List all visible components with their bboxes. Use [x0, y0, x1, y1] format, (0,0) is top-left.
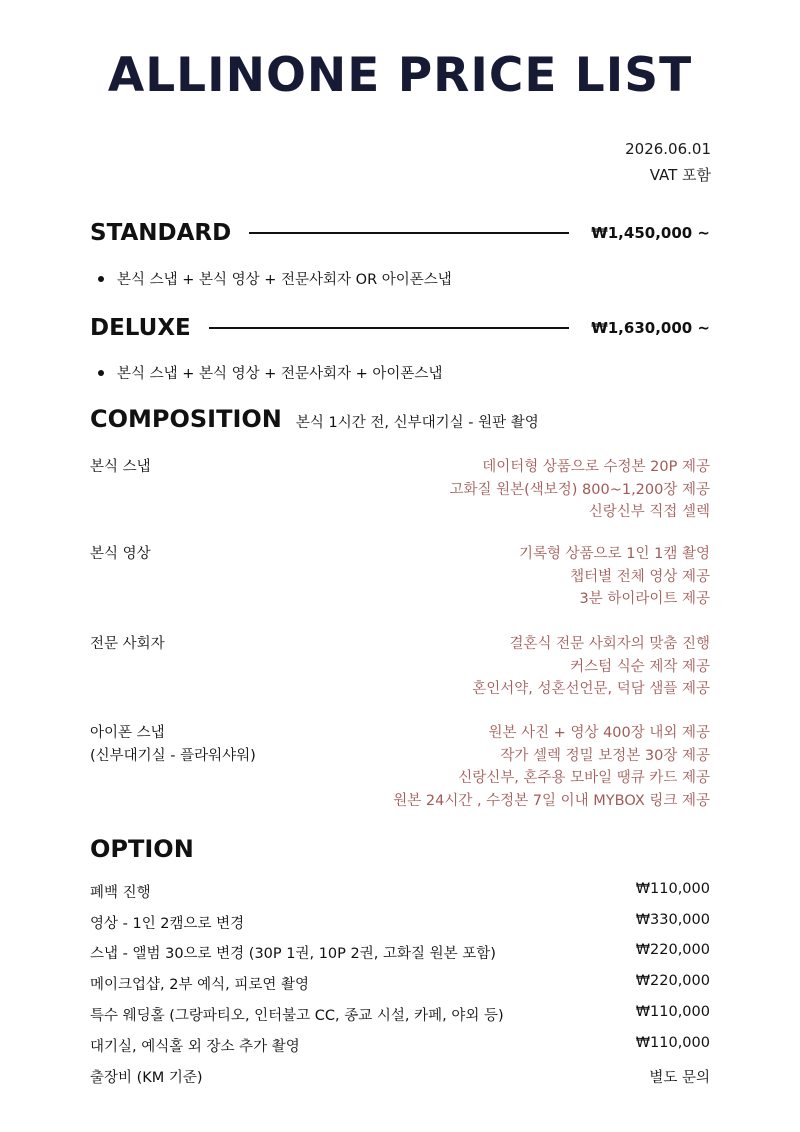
option-price: 별도 문의	[649, 1070, 710, 1086]
option-row	[90, 912, 710, 933]
bullet-icon	[98, 370, 104, 376]
plan-price: ₩1,630,000 ~	[591, 319, 710, 337]
section-title: COMPOSITION	[90, 405, 282, 433]
plan-name: STANDARD	[90, 220, 232, 246]
plan-deluxe	[90, 313, 710, 343]
divider-line	[209, 327, 569, 329]
composition-header	[90, 405, 539, 433]
bullet-text: 본식 스냅 + 본식 영상 + 전문사회자 + 아이폰스냅	[117, 366, 443, 382]
option-price: ₩110,000	[635, 1035, 710, 1051]
option-name: 특수 웨딩홀 (그랑파티오, 인터불고 CC, 종교 시설, 카페, 야외 등)	[90, 1008, 504, 1024]
vat-note: VAT 포함	[649, 166, 711, 184]
composition-label: 전문 사회자	[90, 636, 165, 652]
plan-standard-bullet	[98, 268, 452, 289]
divider-line	[249, 232, 569, 234]
composition-label: 본식 영상	[90, 546, 151, 562]
composition-desc: 데이터형 상품으로 수정본 20P 제공 고화질 원본(색보정) 800~1,200장 제공 신랑신부 직접 셀렉	[449, 459, 710, 520]
option-name: 폐백 진행	[90, 885, 151, 901]
option-header	[90, 835, 194, 863]
page-title: ALLINONE PRICE LIST	[107, 48, 693, 103]
option-row	[90, 973, 710, 994]
section-title: OPTION	[90, 835, 194, 863]
option-name: 출장비 (KM 기준)	[90, 1070, 203, 1086]
option-price: ₩110,000	[635, 881, 710, 897]
option-price: ₩110,000	[635, 1004, 710, 1020]
plan-standard	[90, 218, 710, 248]
plan-deluxe-bullet	[98, 362, 442, 383]
composition-label: 아이폰 스냅 (신부대기실 - 플라워샤워)	[90, 725, 256, 764]
composition-label: 본식 스냅	[90, 459, 151, 475]
option-row	[90, 1066, 710, 1087]
plan-price: ₩1,450,000 ~	[591, 224, 710, 242]
option-name: 영상 - 1인 2캠으로 변경	[90, 916, 245, 932]
composition-desc: 결혼식 전문 사회자의 맞춤 진행 커스텀 식순 제작 제공 혼인서약, 성혼선언문, 덕담 샘플 제공	[472, 636, 710, 697]
option-name: 메이크업샵, 2부 예식, 피로연 촬영	[90, 977, 309, 993]
option-price: ₩330,000	[635, 912, 710, 928]
price-date: 2026.06.01	[625, 140, 711, 158]
composition-desc: 기록형 상품으로 1인 1캠 촬영 챕터별 전체 영상 제공 3분 하이라이트 제공	[519, 546, 710, 607]
plan-name: DELUXE	[90, 315, 191, 341]
bullet-icon	[98, 276, 104, 282]
composition-desc: 원본 사진 + 영상 400장 내외 제공 작가 셀렉 정밀 보정본 30장 제공 신랑신부, 혼주용 모바일 땡큐 카드 제공 원본 24시간 , 수정본 7일 이내 MYBOX 링크 제공	[393, 725, 710, 809]
option-row	[90, 881, 710, 902]
option-row	[90, 942, 710, 963]
bullet-text: 본식 스냅 + 본식 영상 + 전문사회자 OR 아이폰스냅	[117, 272, 452, 288]
option-row	[90, 1035, 710, 1056]
option-row	[90, 1004, 710, 1025]
section-note: 본식 1시간 전, 신부대기실 - 원판 촬영	[295, 415, 539, 431]
option-price: ₩220,000	[635, 942, 710, 958]
option-name: 스냅 - 앨범 30으로 변경 (30P 1권, 10P 2권, 고화질 원본 포함)	[90, 946, 496, 962]
option-name: 대기실, 예식홀 외 장소 추가 촬영	[90, 1039, 300, 1055]
option-price: ₩220,000	[635, 973, 710, 989]
